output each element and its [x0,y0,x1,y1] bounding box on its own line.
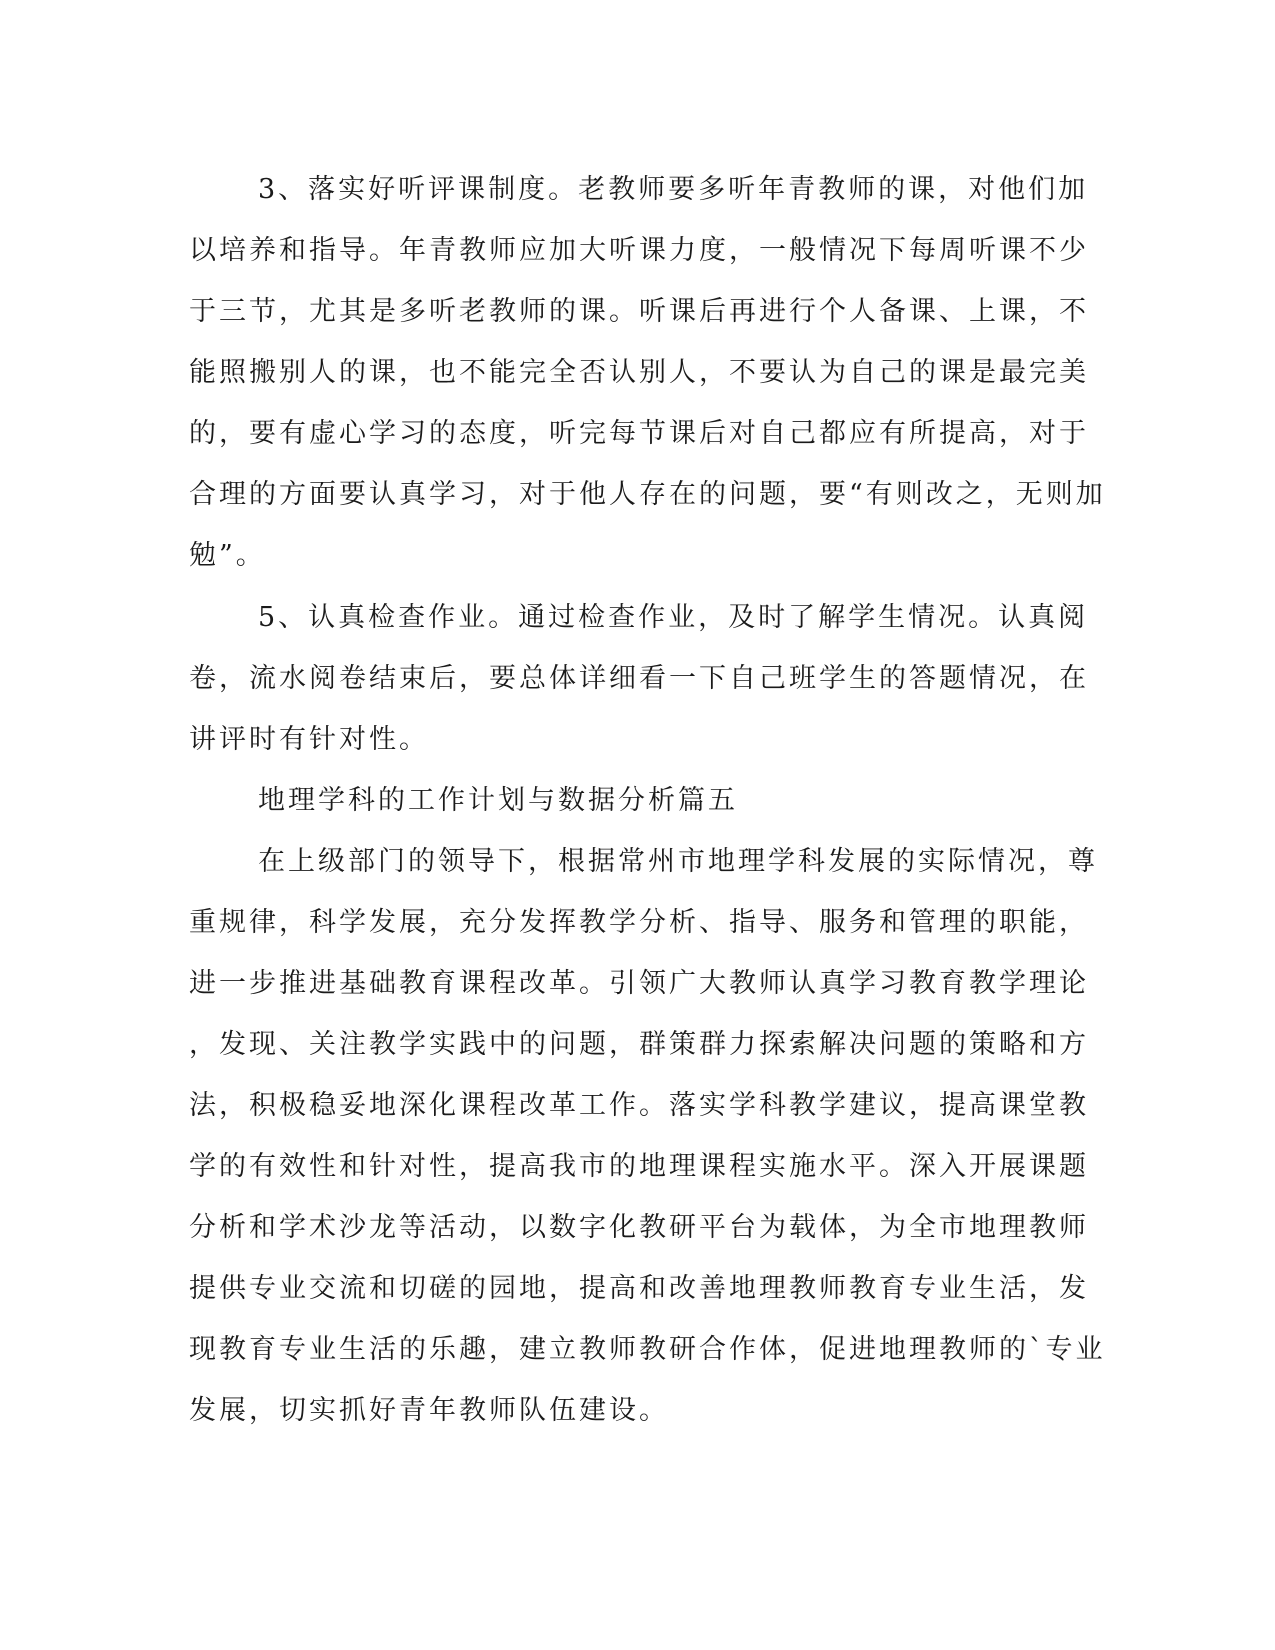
paragraph-line: 的，要有虚心学习的态度，听完每节课后对自己都应有所提高，对于 [189,418,1089,449]
paragraph-line: 进一步推进基础教育课程改革。引领广大教师认真学习教育教学理论 [189,968,1089,999]
paragraph-line: 分析和学术沙龙等活动，以数字化教研平台为载体，为全市地理教师 [189,1212,1089,1243]
paragraph-line: 卷，流水阅卷结束后，要总体详细看一下自己班学生的答题情况，在 [189,663,1089,694]
paragraph-line: ，发现、关注教学实践中的问题，群策群力探索解决问题的策略和方 [189,1029,1089,1060]
paragraph-line: 现教育专业生活的乐趣，建立教师教研合作体，促进地理教师的`专业 [189,1334,1106,1365]
paragraph-line: 以培养和指导。年青教师应加大听课力度，一般情况下每周听课不少 [189,235,1089,266]
paragraph-line: 合理的方面要认真学习，对于他人存在的问题，要“有则改之，无则加 [189,479,1106,510]
paragraph-line: 学的有效性和针对性，提高我市的地理课程实施水平。深入开展课题 [189,1151,1089,1182]
paragraph-line: 能照搬别人的课，也不能完全否认别人，不要认为自己的课是最完美 [189,357,1089,388]
paragraph-line: 5、认真检查作业。通过检查作业，及时了解学生情况。认真阅 [258,602,1089,633]
paragraph-line: 发展，切实抓好青年教师队伍建设。 [189,1395,669,1426]
paragraph-line: 在上级部门的领导下，根据常州市地理学科发展的实际情况，尊 [258,846,1098,877]
paragraph-line: 勉”。 [189,540,266,571]
paragraph-line: 重规律，科学发展，充分发挥教学分析、指导、服务和管理的职能， [189,907,1089,938]
paragraph-line: 提供专业交流和切磋的园地，提高和改善地理教师教育专业生活，发 [189,1273,1089,1304]
paragraph-line: 讲评时有针对性。 [189,724,429,755]
section-heading: 地理学科的工作计划与数据分析篇五 [258,785,738,816]
paragraph-line: 法，积极稳妥地深化课程改革工作。落实学科教学建议，提高课堂教 [189,1090,1089,1121]
paragraph-line: 于三节，尤其是多听老教师的课。听课后再进行个人备课、上课，不 [189,296,1089,327]
paragraph-line: 3、落实好听评课制度。老教师要多听年青教师的课，对他们加 [258,174,1089,205]
